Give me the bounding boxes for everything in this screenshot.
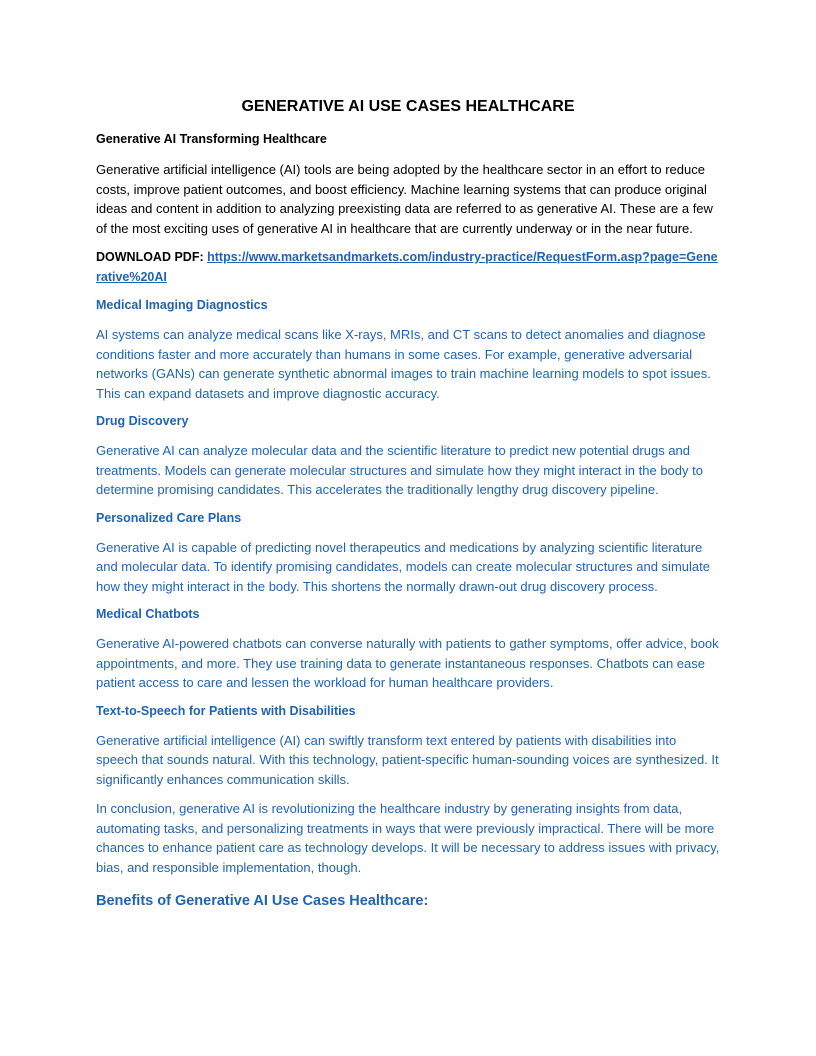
benefits-heading: Benefits of Generative AI Use Cases Healthcare:	[96, 893, 429, 909]
section-heading-medical-imaging: Medical Imaging Diagnostics	[96, 298, 268, 312]
document-title: GENERATIVE AI USE CASES HEALTHCARE	[241, 98, 575, 115]
section-body-drug-discovery: Generative AI can analyze molecular data and the scientific literature to predict new potential drugs and treatments. Models can generate molecular structures and simulate how they might interact in the body to determine promising candidates. This accelerates the traditionally lengthy drug discovery pipeline.	[96, 443, 703, 497]
section-heading-drug-discovery: Drug Discovery	[96, 414, 189, 428]
section-body-medical-imaging: AI systems can analyze medical scans like X-rays, MRIs, and CT scans to detect anomalies and diagnose conditions faster and more accurately than humans in some cases. For example, generative adversarial networks (GANs) can generate synthetic abnormal images to train machine learning models to spot issues. This can expand datasets and improve diagnostic accuracy.	[96, 327, 711, 401]
section-heading-personalized-care: Personalized Care Plans	[96, 510, 242, 525]
download-label: DOWNLOAD PDF:	[96, 250, 204, 264]
download-line	[96, 248, 720, 287]
download-link[interactable]: https://www.marketsandmarkets.com/industry-practice/RequestForm.asp?page=Generative%20AI	[96, 250, 718, 284]
document-subtitle: Generative AI Transforming Healthcare	[96, 132, 327, 146]
intro-paragraph: Generative artificial intelligence (AI) tools are being adopted by the healthcare sector in an effort to reduce costs, improve patient outcomes, and boost efficiency. Machine learning systems that can produce original ideas and content in addition to analyzing preexisting data are referred to as generative AI. These are a few of the most exciting uses of generative AI in healthcare that are currently underway or in the near future.	[96, 162, 713, 236]
document-page	[96, 96, 720, 911]
section-body-text-to-speech: Generative artificial intelligence (AI) can swiftly transform text entered by patients with disabilities into speech that sounds natural. With this technology, patient-specific human-sounding voices are synthesized. It significantly enhances communication skills.	[96, 732, 719, 787]
section-heading-medical-chatbots: Medical Chatbots	[96, 607, 200, 621]
section-body-personalized-care: Generative AI is capable of predicting novel therapeutics and medications by analyzing scientific literature and molecular data. To identify promising candidates, models can create molecular structures and simulate how they might interact in the body. This shortens the normally drawn-out drug discovery process.	[96, 539, 710, 594]
section-heading-text-to-speech: Text-to-Speech for Patients with Disabilities	[96, 703, 356, 718]
section-body-medical-chatbots: Generative AI-powered chatbots can converse naturally with patients to gather symptoms, offer advice, book appointments, and more. They use training data to generate instantaneous responses. Chatbots can ease patient access to care and lessen the workload for human healthcare providers.	[96, 636, 719, 690]
conclusion-paragraph: In conclusion, generative AI is revolutionizing the healthcare industry by generating insights from data, automating tasks, and personalizing treatments in ways that were previously impractical. There will be more chances to enhance patient care as technology develops. It will be necessary to address issues with privacy, bias, and responsible implementation, though.	[96, 801, 720, 875]
